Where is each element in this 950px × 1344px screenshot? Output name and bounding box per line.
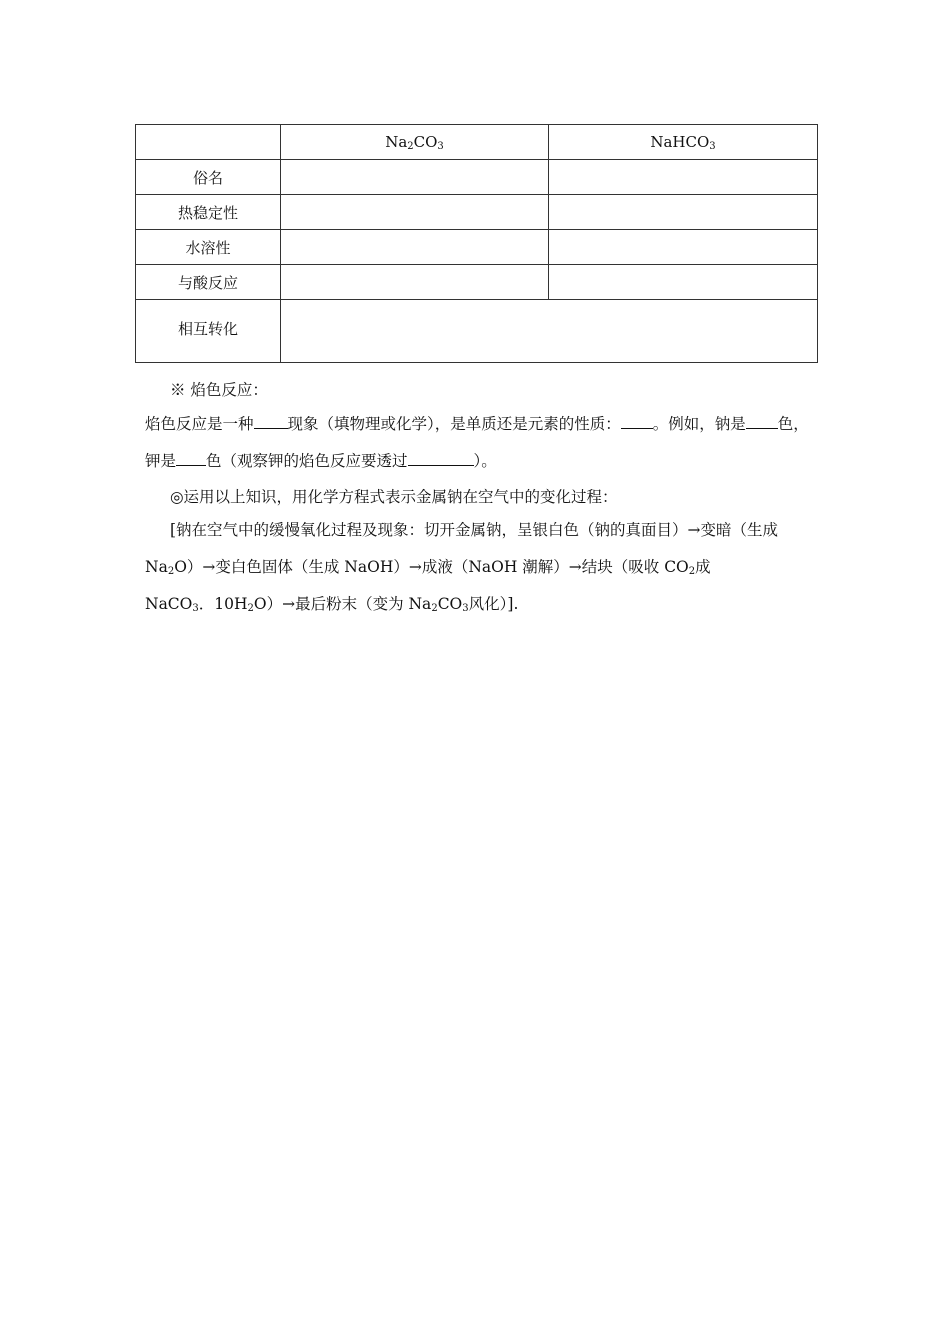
answer-blank bbox=[254, 414, 288, 429]
table-row bbox=[136, 265, 818, 300]
answer-cell bbox=[281, 230, 549, 265]
answer-cell bbox=[281, 195, 549, 230]
row-label: 相互转化 bbox=[136, 300, 281, 363]
sodium-para-line1: [钠在空气中的缓慢氧化过程及现象：切开金属钠，呈银白色（钠的真面目）→变暗（生成 bbox=[170, 521, 779, 539]
answer-blank bbox=[621, 414, 653, 429]
answer-cell-merged bbox=[281, 300, 818, 363]
table-row bbox=[136, 160, 818, 195]
header-empty-cell bbox=[136, 125, 281, 160]
answer-cell bbox=[281, 265, 549, 300]
table-row bbox=[136, 230, 818, 265]
answer-cell bbox=[549, 265, 818, 300]
flame-question-line2: 钾是 色（观察钾的焰色反应要透过 ）。 bbox=[145, 452, 497, 470]
answer-blank bbox=[746, 414, 778, 429]
flame-question-line1: 焰色反应是一种 现象（填物理或化学），是单质还是元素的性质： 。例如，钠是 色， bbox=[145, 415, 809, 433]
answer-blank bbox=[176, 451, 206, 466]
header-na2co3: $Na_2CO_3$ bbox=[281, 125, 549, 160]
answer-cell bbox=[281, 160, 549, 195]
row-label: 热稳定性 bbox=[136, 195, 281, 230]
table-row bbox=[136, 300, 818, 363]
answer-cell bbox=[549, 230, 818, 265]
sodium-para-line2: $Na_2O)\to$变白色固体（生成 NaOH）→成液（NaOH 潮解）→结块（吸收 $CO_2$成 bbox=[145, 558, 711, 577]
header-nahco3: NaHCO$_3$ bbox=[549, 125, 818, 160]
sodium-intro: ◎运用以上知识，用化学方程式表示金属钠在空气中的变化过程： bbox=[170, 488, 618, 506]
sodium-para-line3: NaCO$_3$．$10H_2O)\to$最后粉末（变为 $Na_2CO_3$风化）]. bbox=[145, 595, 519, 614]
table-header-row bbox=[136, 125, 818, 160]
answer-blank bbox=[408, 451, 474, 466]
row-label: 与酸反应 bbox=[136, 265, 281, 300]
row-label: 俗名 bbox=[136, 160, 281, 195]
table-row bbox=[136, 195, 818, 230]
row-label: 水溶性 bbox=[136, 230, 281, 265]
answer-cell bbox=[549, 160, 818, 195]
answer-cell bbox=[549, 195, 818, 230]
flame-heading: ※ 焰色反应： bbox=[170, 381, 268, 399]
comparison-table bbox=[135, 124, 818, 363]
